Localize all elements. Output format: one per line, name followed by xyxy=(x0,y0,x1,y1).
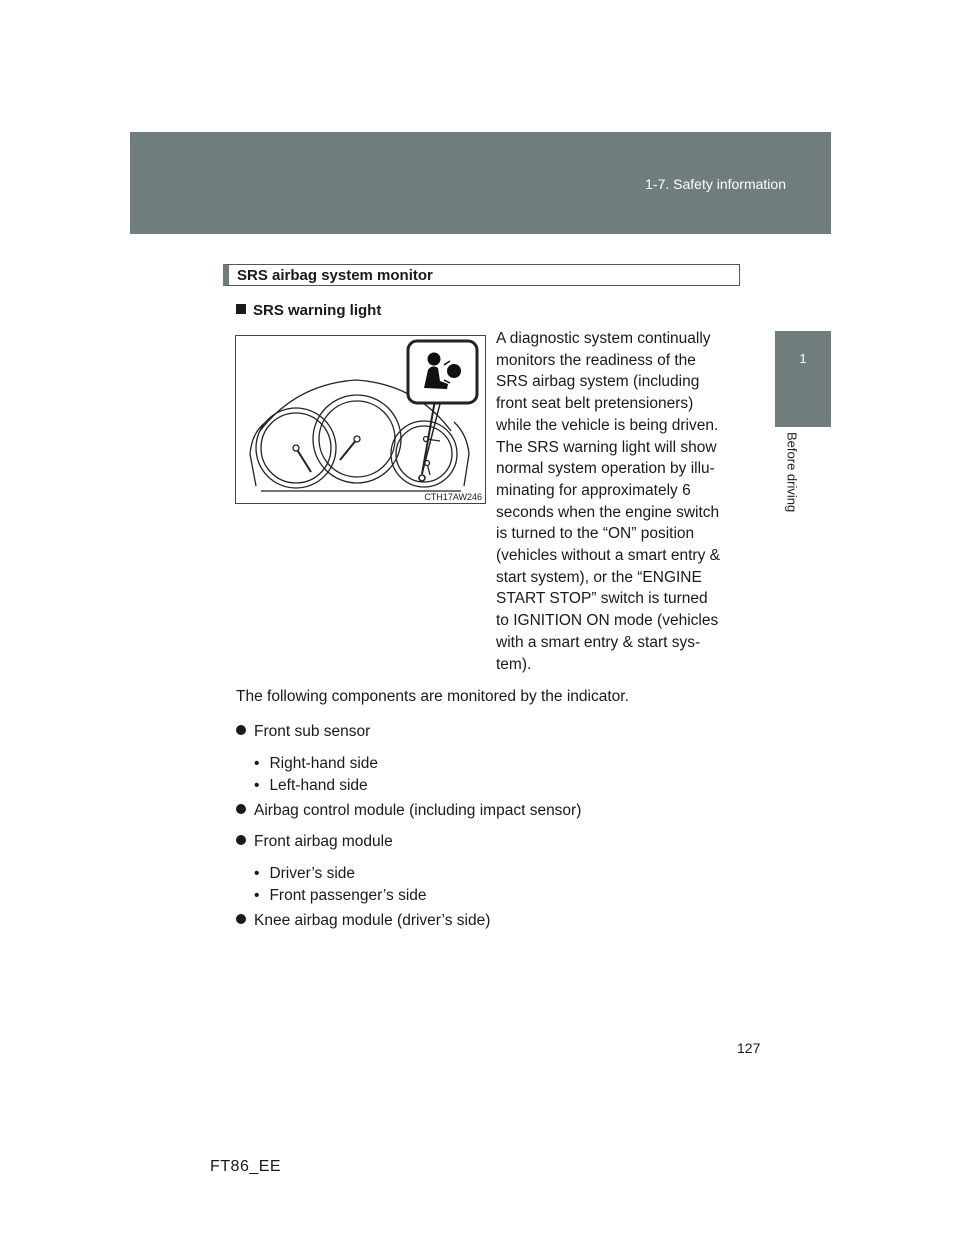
description-line: seconds when the engine switch xyxy=(496,503,720,521)
description-line: normal system operation by illu- xyxy=(496,460,715,478)
description-line: The SRS warning light will show xyxy=(496,438,717,456)
component-item xyxy=(236,833,393,851)
chapter-number: 1 xyxy=(799,351,807,366)
component-sub-item: • Left-hand side xyxy=(254,777,368,795)
component-item xyxy=(236,723,370,741)
description-line: minating for approximately 6 xyxy=(496,481,691,499)
component-label: Front airbag module xyxy=(254,833,393,850)
component-sub-item: • Right-hand side xyxy=(254,755,378,773)
cluster-drawing xyxy=(236,336,485,503)
header-band xyxy=(130,132,831,234)
description-line: tem). xyxy=(496,655,532,673)
header-section-title: 1-7. Safety information xyxy=(645,176,786,192)
components-intro: The following components are monitored by the indicator. xyxy=(236,688,629,705)
bullet-icon xyxy=(236,835,246,845)
bullet-icon xyxy=(236,804,246,814)
illustration-code: CTH17AW246 xyxy=(424,492,482,502)
chapter-label xyxy=(781,432,803,542)
description-line: to IGNITION ON mode (vehicles xyxy=(496,612,719,630)
square-bullet-icon xyxy=(236,304,246,314)
description-line: front seat belt pretensioners) xyxy=(496,395,694,413)
bullet-icon xyxy=(236,914,246,924)
instrument-cluster-illustration xyxy=(235,335,486,504)
component-label: Airbag control module (including impact sensor) xyxy=(254,802,582,819)
chapter-label-text: Before driving xyxy=(784,432,800,513)
description-line: A diagnostic system continually xyxy=(496,330,711,347)
description-line: (vehicles without a smart entry & xyxy=(496,547,720,565)
component-label: Front sub sensor xyxy=(254,723,371,740)
document-code: FT86_EE xyxy=(210,1158,282,1175)
subsection-heading-text: SRS warning light xyxy=(253,302,382,319)
bullet-icon xyxy=(236,725,246,735)
description-line: is turned to the “ON” position xyxy=(496,525,695,543)
description-line: start system), or the “ENGINE xyxy=(496,568,702,586)
subsection-heading xyxy=(236,302,381,319)
warning-light-description xyxy=(496,328,740,675)
description-line: while the vehicle is being driven. xyxy=(496,416,719,434)
section-heading-text: SRS airbag system monitor xyxy=(237,267,433,284)
page-number: 127 xyxy=(737,1040,761,1056)
section-heading xyxy=(223,264,740,286)
component-sub-item: • Front passenger’s side xyxy=(254,887,427,905)
description-line: SRS airbag system (including xyxy=(496,373,700,391)
description-line: START STOP” switch is turned xyxy=(496,590,708,608)
component-label: Knee airbag module (driver’s side) xyxy=(254,912,491,929)
description-line: monitors the readiness of the xyxy=(496,351,696,369)
component-item xyxy=(236,802,581,820)
component-sub-item: • Driver’s side xyxy=(254,865,355,883)
component-item xyxy=(236,912,490,930)
chapter-tab xyxy=(775,331,831,427)
description-line: with a smart entry & start sys- xyxy=(496,633,701,651)
